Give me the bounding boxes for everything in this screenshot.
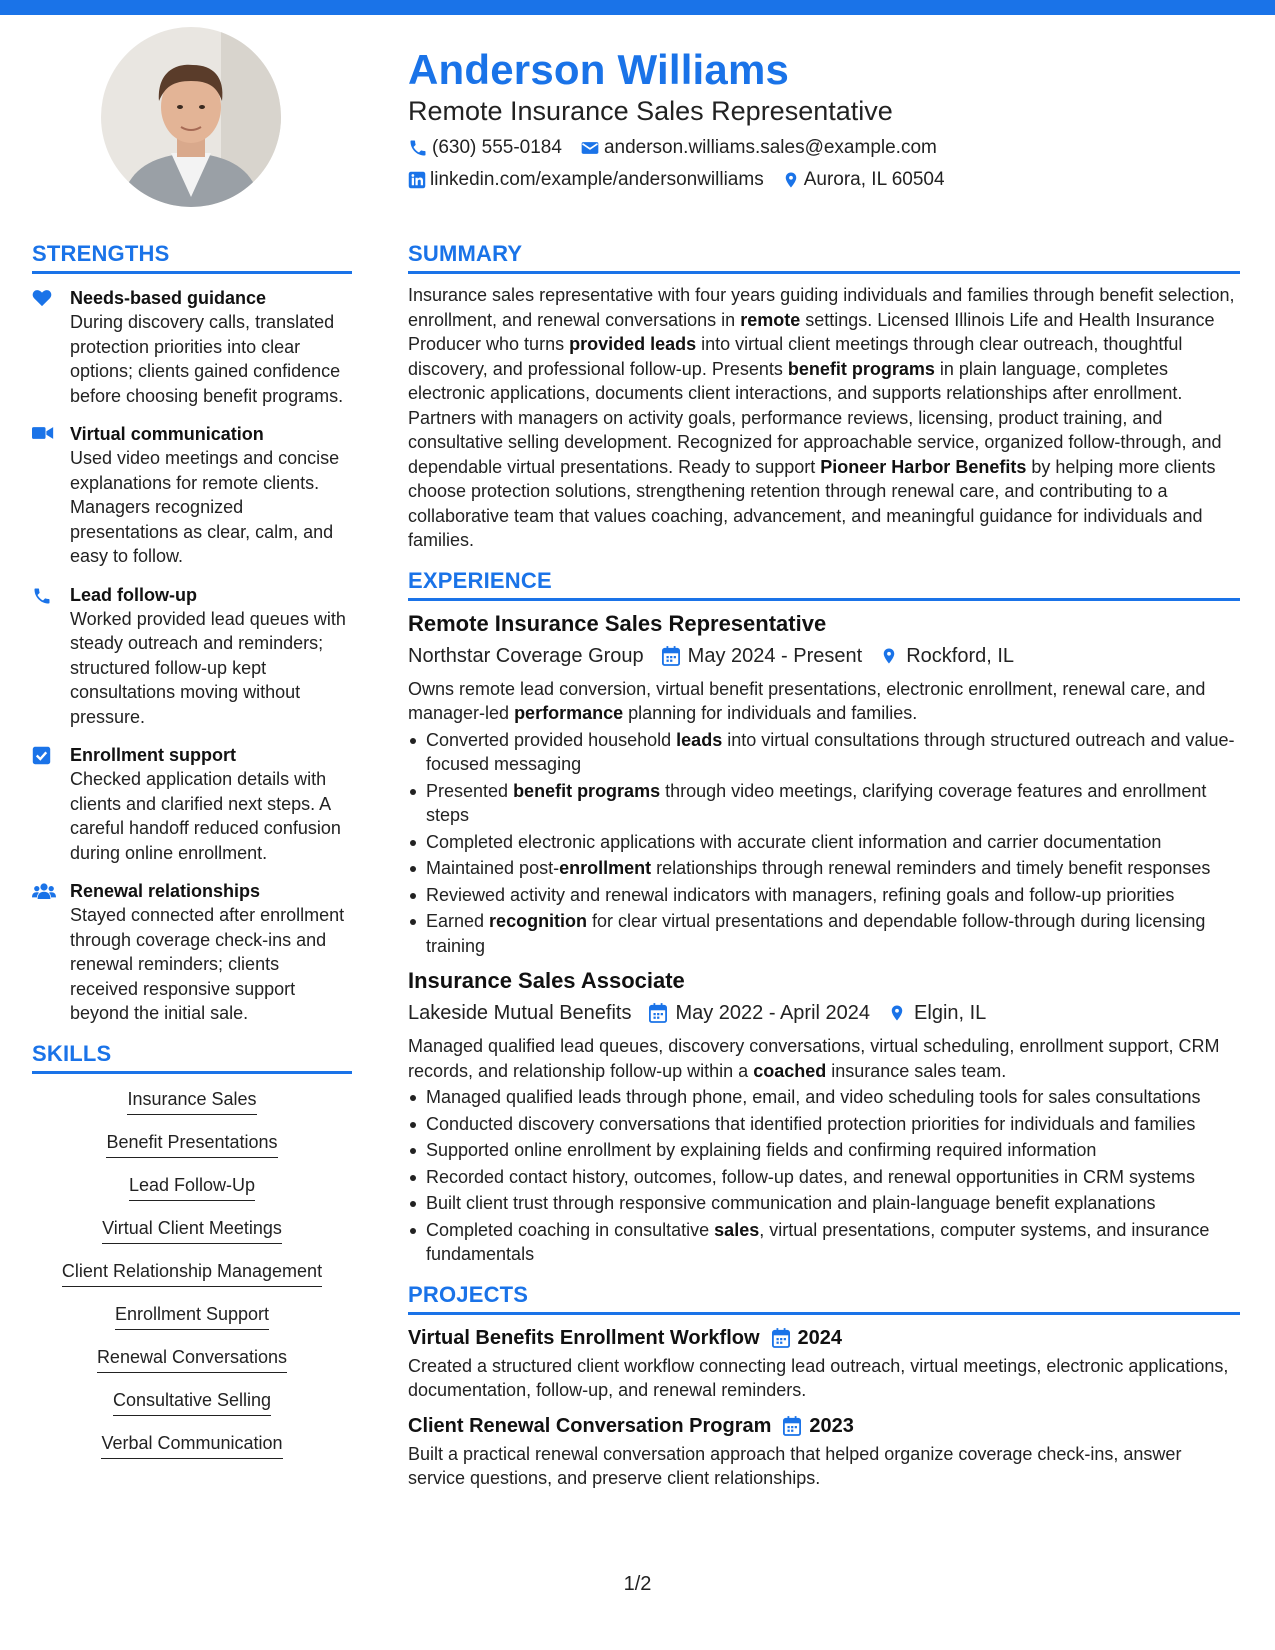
skill-tag: Client Relationship Management [62, 1258, 322, 1287]
heart-icon [32, 289, 52, 307]
calendar-icon [662, 646, 680, 666]
job-location-text: Elgin, IL [914, 1002, 987, 1024]
project-desc: Created a structured client workflow connecting lead outreach, virtual meetings, electronic applications, documentation, follow-up, and renewal reminders. [408, 1355, 1229, 1400]
phone-icon [32, 586, 52, 606]
project-title: Client Renewal Conversation Program [408, 1414, 772, 1437]
bullet-item: Earned recognition for clear virtual presentations and dependable follow-through during licensing training [408, 909, 1240, 958]
project-year: 2024 [797, 1326, 843, 1349]
candidate-title: Remote Insurance Sales Representative [408, 96, 893, 126]
contact-linkedin[interactable] [408, 168, 764, 192]
strength-item [32, 422, 352, 569]
bullet-item: Completed electronic applications with accurate client information and carrier documentation [408, 830, 1240, 855]
job-intro: Managed qualified lead queues, discovery conversations, virtual scheduling, enrollment support, CRM records, and relationship follow-up within a coached insurance sales team. [408, 1036, 1220, 1081]
bullet-item: Completed coaching in consultative sales, virtual presentations, computer systems, and insurance fundamentals [408, 1218, 1240, 1267]
skills-heading: SKILLS [32, 1040, 352, 1074]
contact-email[interactable] [580, 136, 937, 160]
job-title: Insurance Sales Associate [408, 968, 685, 993]
left-column [32, 240, 352, 1473]
bullet-item: Conducted discovery conversations that identified protection priorities for individuals and families [408, 1112, 1240, 1137]
calendar-icon [783, 1416, 801, 1436]
job-bullets [408, 728, 1240, 959]
strength-desc: Checked application details with clients and clarified next steps. A careful handoff reduced confusion during online enrollment. [70, 769, 341, 863]
right-column [408, 240, 1240, 1491]
profile-photo [101, 27, 281, 207]
job-dates-text: May 2022 - April 2024 [675, 1002, 871, 1024]
summary-heading: SUMMARY [408, 240, 1240, 274]
skill-tag: Insurance Sales [127, 1086, 256, 1115]
strength-desc: During discovery calls, translated protection priorities into clear options; clients gained confidence before choosing benefit programs. [70, 312, 344, 406]
bullet-item: Converted provided household leads into virtual consultations through structured outreach and value-focused messaging [408, 728, 1240, 777]
emphasis-text: sales [714, 1219, 760, 1240]
candidate-name: Anderson Williams [408, 46, 790, 93]
job-intro: Owns remote lead conversion, virtual benefit presentations, electronic enrollment, renewal care, and manager-led performance planning for individuals and families. [408, 678, 1206, 723]
projects-section [408, 1281, 1240, 1491]
checkbox-icon [32, 746, 51, 765]
project-header [408, 1412, 1240, 1440]
job-title: Remote Insurance Sales Representative [408, 610, 827, 636]
skill-tag: Consultative Selling [113, 1387, 271, 1416]
skill-tag: Lead Follow-Up [129, 1172, 255, 1201]
projects-heading: PROJECTS [408, 1281, 1240, 1315]
job-location-text: Rockford, IL [906, 644, 1015, 667]
bullet-item: Supported online enrollment by explaining fields and confirming required information [408, 1138, 1240, 1163]
emphasis-text: performance [514, 703, 624, 723]
strength-item [32, 879, 352, 1026]
project-entry [408, 1412, 1240, 1491]
skill-tag: Renewal Conversations [97, 1344, 287, 1373]
project-year: 2023 [809, 1414, 854, 1437]
emphasis-text: benefit programs [513, 780, 661, 801]
strength-item [32, 583, 352, 730]
emphasis-text: provided leads [569, 334, 697, 354]
contact-row-1 [408, 136, 1238, 160]
phone-icon [408, 138, 428, 158]
project-desc: Built a practical renewal conversation approach that helped organize coverage check-ins, answer service questions, and preserve client relationships. [408, 1443, 1182, 1488]
job-meta [408, 999, 1240, 1027]
strengths-heading: STRENGTHS [32, 240, 352, 274]
bullet-item: Built client trust through responsive communication and plain-language benefit explanations [408, 1191, 1240, 1216]
strength-title: Enrollment support [70, 745, 236, 765]
emphasis-text: recognition [489, 911, 588, 931]
strength-desc: Stayed connected after enrollment through coverage check-ins and renewal reminders; clients received responsive support beyond the initial sale. [70, 905, 345, 1023]
users-icon [32, 882, 56, 900]
email-text: anderson.williams.sales@example.com [603, 137, 937, 158]
email-icon [580, 138, 600, 158]
resume-header [408, 42, 1238, 192]
calendar-icon [772, 1328, 790, 1348]
skill-tag: Benefit Presentations [106, 1129, 277, 1158]
job-company: Northstar Coverage Group [408, 644, 644, 667]
contact-location [782, 168, 945, 192]
skill-tag: Enrollment Support [115, 1301, 269, 1330]
job-bullets [408, 1085, 1240, 1267]
strength-title: Needs-based guidance [70, 288, 267, 308]
skills-section [32, 1040, 352, 1473]
job-meta [408, 642, 1240, 670]
location-text: Aurora, IL 60504 [803, 169, 945, 190]
calendar-icon [649, 1003, 667, 1023]
emphasis-text: coached [753, 1060, 827, 1081]
skill-tag: Virtual Client Meetings [102, 1215, 282, 1244]
skills-list [32, 1086, 352, 1473]
project-title: Virtual Benefits Enrollment Workflow [408, 1326, 760, 1349]
strengths-list [32, 286, 352, 1026]
skill-tag: Verbal Communication [101, 1430, 282, 1459]
page-number: 1/2 [623, 1573, 652, 1595]
emphasis-text: leads [676, 729, 723, 750]
strength-title: Renewal relationships [70, 881, 261, 901]
location-pin-icon [880, 645, 898, 667]
bullet-item: Managed qualified leads through phone, email, and video scheduling tools for sales consultations [408, 1085, 1240, 1110]
summary-text: Insurance sales representative with four years guiding individuals and families through benefit selection, enrollment, and renewal conversations in remote settings. Licensed Illinois Life and Health Insurance Producer who turns provided leads into virtual client meetings through clear outreach, thoughtful discovery, and professional follow-up. Presents benefit programs in plain language, completes electronic applications, documents client interactions, and supports relationships after enrollment. Partners with managers on activity goals, performance reviews, licensing, product training, and consultative selling development. Recognized for approachable service, organized follow-through, and dependable virtual presentations. Ready to support Pioneer Harbor Benefits by helping more clients choose protection solutions, strengthening retention through renewal care, and contributing to a collaborative team that values coaching, advancement, and meaningful guidance for individuals and families. [408, 285, 1235, 550]
project-header [408, 1324, 1240, 1352]
contact-row-2 [408, 168, 1238, 192]
linkedin-text: linkedin.com/example/andersonwilliams [430, 169, 764, 190]
strength-title: Lead follow-up [70, 584, 197, 605]
bullet-item: Reviewed activity and renewal indicators with managers, refining goals and follow-up priorities [408, 883, 1240, 908]
emphasis-text: benefit programs [787, 358, 935, 379]
job-company: Lakeside Mutual Benefits [408, 1002, 632, 1024]
experience-heading: EXPERIENCE [408, 567, 1240, 601]
project-entry [408, 1324, 1240, 1403]
job-entry [408, 610, 1240, 959]
strength-item [32, 286, 352, 408]
job-location [888, 999, 986, 1027]
strength-item [32, 743, 352, 865]
phone-text: (630) 555-0184 [432, 137, 562, 158]
strength-desc: Worked provided lead queues with steady outreach and reminders; structured follow-up kept consultations moving without pressure. [70, 608, 346, 727]
job-location [880, 642, 1014, 670]
job-dates [662, 642, 863, 670]
experience-section [408, 567, 1240, 1267]
location-pin-icon [888, 1002, 906, 1024]
emphasis-text: enrollment [559, 858, 652, 878]
bullet-item: Presented benefit programs through video meetings, clarifying coverage features and enrollment steps [408, 779, 1240, 828]
job-dates-text: May 2024 - Present [687, 644, 863, 667]
strength-desc: Used video meetings and concise explanations for remote clients. Managers recognized presentations as clear, calm, and easy to follow. [70, 448, 340, 566]
emphasis-text: Pioneer Harbor Benefits [820, 456, 1027, 477]
emphasis-text: remote [740, 309, 801, 330]
bullet-item: Recorded contact history, outcomes, follow-up dates, and renewal opportunities in CRM systems [408, 1165, 1240, 1190]
job-dates [649, 999, 870, 1027]
strength-title: Virtual communication [70, 424, 264, 444]
linkedin-icon [408, 171, 426, 189]
location-pin-icon [782, 169, 800, 191]
contact-phone [408, 136, 562, 160]
bullet-item: Maintained post-enrollment relationships through renewal reminders and timely benefit responses [408, 856, 1240, 881]
video-camera-icon [32, 425, 54, 441]
job-entry [408, 967, 1240, 1267]
top-accent-bar [0, 0, 1275, 15]
